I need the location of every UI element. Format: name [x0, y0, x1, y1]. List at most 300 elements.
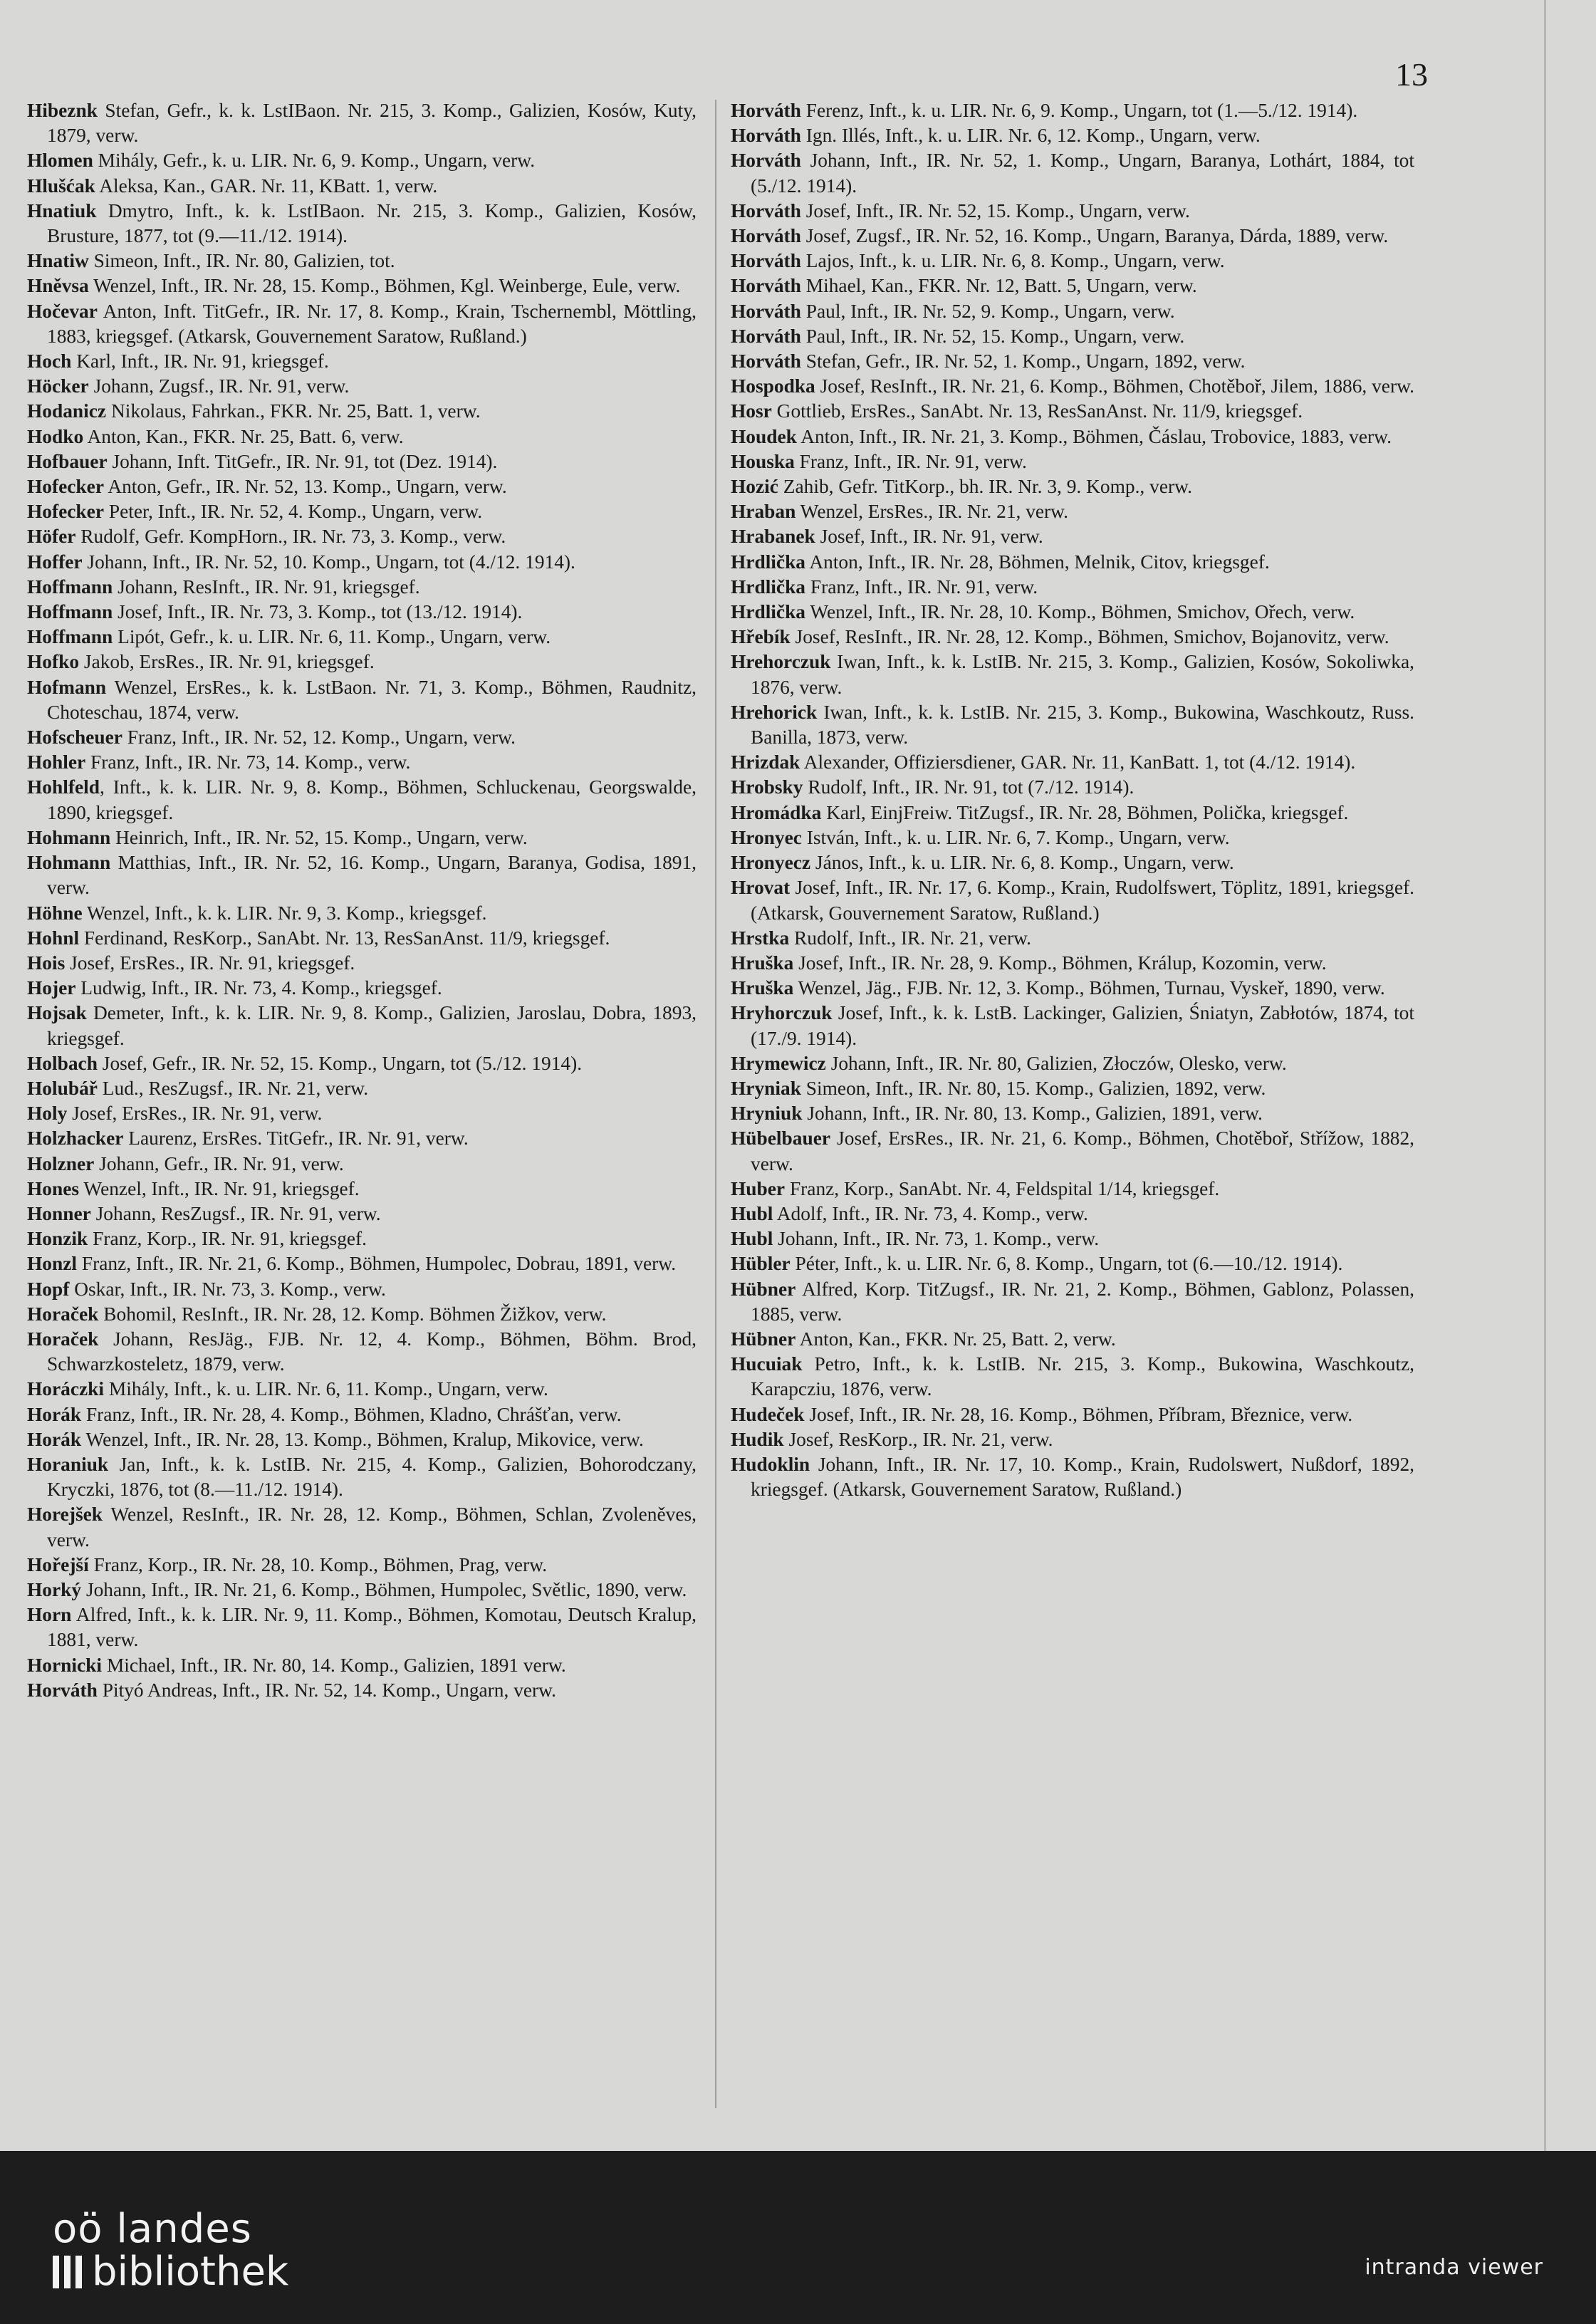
entry-details: István, Inft., k. u. LIR. Nr. 6, 7. Komp., Ungarn, verw. [801, 826, 1230, 848]
register-entry [731, 199, 1414, 224]
entry-details: Wenzel, Inft., IR. Nr. 28, 10. Komp., Böhmen, Smichov, Ořech, verw. [805, 601, 1355, 623]
entry-details: Josef, ErsRes., IR. Nr. 91, kriegsgef. [65, 952, 355, 974]
entry-details: Iwan, Inft., k. k. LstIB. Nr. 215, 3. Komp., Galizien, Kosów, Sokoliwka, 1876, verw. [751, 651, 1414, 698]
register-entry [27, 725, 697, 750]
logo-bars-icon [53, 2256, 82, 2288]
entry-surname: Houska [731, 450, 795, 472]
entry-details: Alexander, Offiziersdiener, GAR. Nr. 11, KanBatt. 1, tot (4./12. 1914). [800, 751, 1356, 773]
entry-surname: Horejšek [27, 1504, 103, 1526]
entry-surname: Hrdlička [731, 551, 806, 573]
entry-surname: Hopf [27, 1278, 70, 1300]
register-entry [27, 273, 697, 298]
entry-details: Johann, Zugsf., IR. Nr. 91, verw. [88, 375, 350, 397]
register-entry [27, 1302, 697, 1327]
entry-surname: Hrabanek [731, 526, 815, 548]
entry-surname: Hraban [731, 501, 796, 523]
entry-details: Anton, Kan., FKR. Nr. 25, Batt. 2, verw. [796, 1328, 1116, 1350]
entry-surname: Horváth [731, 275, 801, 297]
register-entry [27, 1126, 697, 1151]
entry-details: Franz, Inft., IR. Nr. 52, 12. Komp., Ungarn, verw. [122, 726, 516, 749]
entry-details: Lipót, Gefr., k. u. LIR. Nr. 6, 11. Komp., Ungarn, verw. [113, 626, 551, 648]
entry-surname: Horváth [731, 350, 801, 372]
entry-details: Josef, Inft., IR. Nr. 28, 9. Komp., Böhmen, Králup, Kozomin, verw. [793, 952, 1327, 974]
entry-surname: Hucuiak [731, 1353, 803, 1375]
entry-details: Mihály, Inft., k. u. LIR. Nr. 6, 11. Komp., Ungarn, verw. [104, 1378, 548, 1400]
entry-details: Johann, Inft., IR. Nr. 80, Galizien, Złoczów, Olesko, verw. [825, 1052, 1287, 1074]
entry-surname: Hoch [27, 350, 72, 372]
viewer-label: intranda viewer [1365, 2255, 1543, 2280]
register-entry [731, 801, 1414, 825]
register-entry [731, 374, 1414, 399]
register-entry [27, 1402, 697, 1427]
register-entry [27, 1251, 697, 1276]
page-edge-rule [1544, 0, 1546, 2151]
entry-surname: Hozić [731, 476, 778, 498]
entry-details: Ign. Illés, Inft., k. u. LIR. Nr. 6, 12. Komp., Ungarn, verw. [800, 125, 1261, 147]
entry-details: Peter, Inft., IR. Nr. 52, 4. Komp., Ungarn, verw. [103, 501, 483, 523]
entry-surname: Hofbauer [27, 450, 108, 472]
entry-details: Johann, Inft., IR. Nr. 52, 1. Komp., Ungarn, Baranya, Lothárt, 1884, tot (5./12. 1914). [751, 150, 1414, 197]
entry-surname: Hrdlička [731, 601, 806, 623]
entry-surname: Hořejší [27, 1553, 89, 1575]
entry-details: Josef, ResKorp., IR. Nr. 21, verw. [783, 1428, 1053, 1450]
entry-surname: Houdek [731, 425, 797, 447]
entry-surname: Hrymewicz [731, 1052, 826, 1074]
entry-surname: Hronyecz [731, 852, 811, 874]
entry-surname: Hryniak [731, 1077, 801, 1099]
register-entry [731, 650, 1414, 699]
register-entry [731, 499, 1414, 524]
register-entry [27, 850, 697, 900]
entry-surname: Hlušćak [27, 174, 95, 197]
register-entry [731, 1452, 1414, 1502]
entry-details: Demeter, Inft., k. k. LIR. Nr. 9, 8. Komp., Galizien, Jaroslau, Dobra, 1893, kriegsgef. [47, 1002, 697, 1049]
entry-surname: Höfer [27, 526, 76, 548]
entry-details: Anton, Gefr., IR. Nr. 52, 13. Komp., Ungarn, verw. [103, 476, 507, 498]
register-entry [731, 1251, 1414, 1276]
entry-surname: Hibeznk [27, 100, 98, 121]
entry-surname: Horváth [731, 250, 801, 272]
register-entry [27, 249, 697, 273]
entry-surname: Hromádka [731, 801, 822, 823]
register-entry [27, 148, 697, 173]
entry-surname: Horváth [731, 300, 801, 322]
register-entry [27, 1452, 697, 1502]
column-divider [715, 100, 716, 2108]
entry-surname: Hornicki [27, 1654, 103, 1676]
register-entry [731, 1352, 1414, 1402]
register-entry [27, 1001, 697, 1051]
entry-surname: Horváth [731, 225, 801, 247]
register-entry [731, 825, 1414, 850]
entry-details: Rudolf, Inft., IR. Nr. 21, verw. [789, 927, 1031, 949]
entry-details: Rudolf, Inft., IR. Nr. 91, tot (7./12. 1914). [803, 776, 1135, 798]
entry-surname: Holbach [27, 1052, 98, 1074]
entry-details: Wenzel, ResInft., IR. Nr. 28, 12. Komp., Böhmen, Schlan, Zvoleněves, verw. [47, 1504, 697, 1551]
register-entry [27, 1152, 697, 1177]
entry-details: Heinrich, Inft., IR. Nr. 52, 15. Komp., Ungarn, verw. [110, 826, 528, 848]
register-entry [731, 273, 1414, 298]
logo-text-line2: bibliothek [92, 2249, 289, 2295]
register-entry [27, 499, 697, 524]
entry-details: Karl, EinjFreiw. TitZugsf., IR. Nr. 28, Böhmen, Polička, kriegsgef. [821, 801, 1349, 823]
entry-surname: Hohler [27, 751, 86, 773]
register-entry [731, 750, 1414, 775]
register-entry [27, 1678, 697, 1703]
register-entry [731, 951, 1414, 976]
register-entry [731, 349, 1414, 374]
entry-surname: Hudoklin [731, 1453, 810, 1475]
entry-surname: Hubl [731, 1228, 773, 1250]
entry-details: Johann, Inft., IR. Nr. 21, 6. Komp., Böhmen, Humpolec, Světlic, 1890, verw. [81, 1578, 687, 1600]
entry-details: Laurenz, ErsRes. TitGefr., IR. Nr. 91, verw. [123, 1127, 469, 1150]
entry-surname: Hodanicz [27, 400, 107, 422]
register-entry [731, 625, 1414, 650]
entry-surname: Hrdlička [731, 575, 806, 598]
entry-details: Simeon, Inft., IR. Nr. 80, Galizien, tot. [88, 250, 395, 272]
entry-details: Franz, Inft., IR. Nr. 28, 4. Komp., Böhmen, Kladno, Chrášťan, verw. [81, 1403, 622, 1425]
entry-details: Johann, Inft., IR. Nr. 73, 1. Komp., verw. [773, 1228, 1100, 1250]
entry-surname: Hofmann [27, 676, 107, 698]
entry-surname: Hoffmann [27, 601, 113, 623]
entry-details: Franz, Inft., IR. Nr. 73, 14. Komp., verw. [85, 751, 411, 773]
entry-surname: Horáczki [27, 1378, 105, 1400]
entry-surname: Höcker [27, 375, 89, 397]
entry-surname: Horák [27, 1428, 82, 1450]
register-entry [731, 700, 1414, 750]
register-entry [731, 123, 1414, 148]
entry-details: Johann, Inft., IR. Nr. 17, 10. Komp., Krain, Rudolswert, Nußdorf, 1892, kriegsgef. (Atkarsk, Gouvernement Saratow, Rußland.) [751, 1453, 1414, 1501]
entry-details: Petro, Inft., k. k. LstIB. Nr. 215, 3. Komp., Bukowina, Waschkoutz, Karapcziu, 1876, verw. [751, 1353, 1414, 1400]
entry-details: Josef, Inft., k. k. LstB. Lackinger, Galizien, Śniatyn, Zabłotów, 1874, tot (17./9. 1914). [751, 1002, 1414, 1049]
register-entry [27, 1427, 697, 1452]
register-entry [731, 1202, 1414, 1226]
entry-details: Wenzel, Inft., IR. Nr. 91, kriegsgef. [79, 1177, 360, 1199]
entry-surname: Hojer [27, 977, 76, 999]
register-entry [27, 951, 697, 976]
register-entry [731, 875, 1414, 925]
entry-surname: Hoffer [27, 551, 83, 573]
entry-surname: Hosr [731, 400, 772, 422]
entry-surname: Horváth [731, 125, 801, 147]
register-entry [27, 98, 697, 148]
register-entry [27, 575, 697, 600]
right-column [731, 98, 1414, 1502]
entry-surname: Hofko [27, 651, 80, 673]
register-entry [731, 1177, 1414, 1202]
register-entry [731, 1101, 1414, 1126]
entry-details: Josef, ErsRes., IR. Nr. 91, verw. [67, 1103, 323, 1125]
entry-details: Karl, Inft., IR. Nr. 91, kriegsgef. [71, 350, 329, 372]
register-entry [27, 1277, 697, 1302]
entry-details: Wenzel, Inft., IR. Nr. 28, 13. Komp., Böhmen, Kralup, Mikovice, verw. [81, 1428, 644, 1450]
entry-surname: Hrstka [731, 927, 790, 949]
entry-details: Gottlieb, ErsRes., SanAbt. Nr. 13, ResSanAnst. Nr. 11/9, kriegsgef. [771, 400, 1303, 422]
entry-details: Paul, Inft., IR. Nr. 52, 9. Komp., Ungarn, verw. [800, 300, 1175, 322]
entry-details: Alfred, Korp. TitZugsf., IR. Nr. 21, 2. Komp., Böhmen, Gablonz, Polassen, 1885, verw. [751, 1278, 1414, 1325]
entry-surname: Hofecker [27, 476, 104, 498]
register-entry [27, 1202, 697, 1226]
entry-surname: Horváth [731, 100, 801, 121]
register-entry [27, 424, 697, 449]
register-entry [27, 1653, 697, 1678]
entry-details: Zahib, Gefr. TitKorp., bh. IR. Nr. 3, 9. Komp., verw. [778, 476, 1192, 498]
entry-details: Mihály, Gefr., k. u. LIR. Nr. 6, 9. Komp., Ungarn, verw. [93, 150, 536, 172]
entry-details: Franz, Korp., IR. Nr. 28, 10. Komp., Böhmen, Prag, verw. [88, 1553, 548, 1575]
register-entry [731, 1126, 1414, 1176]
entry-details: Josef, Inft., IR. Nr. 52, 15. Komp., Ungarn, verw. [800, 199, 1190, 222]
entry-details: Johann, Gefr., IR. Nr. 91, verw. [94, 1152, 344, 1174]
entry-details: Josef, ResInft., IR. Nr. 21, 6. Komp., Böhmen, Chotěboř, Jilem, 1886, verw. [815, 375, 1414, 397]
entry-details: János, Inft., k. u. LIR. Nr. 6, 8. Komp., Ungarn, verw. [810, 852, 1234, 874]
entry-details: Simeon, Inft., IR. Nr. 80, 15. Komp., Galizien, 1892, verw. [800, 1077, 1266, 1099]
register-entry [27, 976, 697, 1001]
register-entry [731, 474, 1414, 499]
entry-surname: Hospodka [731, 375, 815, 397]
register-entry [27, 750, 697, 775]
register-entry [27, 1377, 697, 1402]
entry-details: Anton, Inft., IR. Nr. 21, 3. Komp., Böhmen, Čáslau, Trobovice, 1883, verw. [796, 425, 1392, 447]
register-entry [731, 524, 1414, 549]
entry-surname: Hoffmann [27, 626, 113, 648]
register-entry [731, 1051, 1414, 1076]
entry-details: Josef, Inft., IR. Nr. 91, verw. [815, 526, 1043, 548]
entry-surname: Hübner [731, 1328, 796, 1350]
register-entry [27, 474, 697, 499]
entry-surname: Hryhorczuk [731, 1002, 833, 1024]
register-entry [27, 550, 697, 575]
entry-details: Johann, Inft., IR. Nr. 80, 13. Komp., Galizien, 1891, verw. [802, 1103, 1263, 1125]
entry-details: Josef, Inft., IR. Nr. 73, 3. Komp., tot (13./12. 1914). [113, 601, 523, 623]
page-number: 13 [1395, 56, 1428, 93]
library-logo [53, 2208, 288, 2293]
entry-surname: Hones [27, 1177, 80, 1199]
entry-details: Anton, Kan., FKR. Nr. 25, Batt. 6, verw. [83, 425, 404, 447]
entry-details: Anton, Inft. TitGefr., IR. Nr. 17, 8. Komp., Krain, Tschernembl, Möttling, 1883, kriegsgef. (Atkarsk, Gouvernement Saratow, Rußland.) [47, 300, 697, 347]
entry-surname: Honzik [27, 1228, 88, 1250]
entry-details: Josef, Inft., IR. Nr. 17, 6. Komp., Krain, Rudolfswert, Töplitz, 1891, kriegsgef. (Atkarsk, Gouvernement Saratow, Rußland.) [751, 877, 1414, 924]
entry-surname: Holzhacker [27, 1127, 124, 1150]
register-entry [731, 399, 1414, 424]
register-entry [731, 1226, 1414, 1251]
register-entry [27, 675, 697, 725]
entry-surname: Hodko [27, 425, 84, 447]
entry-surname: Hněvsa [27, 275, 89, 297]
register-entry [731, 449, 1414, 474]
entry-details: Franz, Inft., IR. Nr. 91, verw. [805, 575, 1038, 598]
entry-details: Ludwig, Inft., IR. Nr. 73, 4. Komp., kriegsgef. [75, 977, 442, 999]
entry-surname: Hojsak [27, 1002, 87, 1024]
entry-details: Franz, Inft., IR. Nr. 91, verw. [794, 450, 1027, 472]
entry-surname: Horký [27, 1578, 82, 1600]
register-entry [731, 249, 1414, 273]
entry-surname: Horn [27, 1604, 72, 1626]
entry-surname: Hohmann [27, 826, 111, 848]
entry-details: Dmytro, Inft., k. k. LstIBaon. Nr. 215, 3. Komp., Galizien, Kosów, Brusture, 1877, tot (9.—11./12. 1914). [47, 199, 697, 247]
entry-surname: Horaček [27, 1328, 99, 1350]
entry-surname: Hubl [731, 1202, 773, 1224]
entry-surname: Hřebík [731, 626, 791, 648]
register-entry [27, 524, 697, 549]
register-entry [27, 174, 697, 199]
register-entry [27, 825, 697, 850]
register-entry [27, 349, 697, 374]
register-entry [731, 1327, 1414, 1352]
entry-surname: Hruška [731, 977, 794, 999]
entry-details: Lud., ResZugsf., IR. Nr. 21, verw. [97, 1077, 369, 1099]
entry-surname: Hübner [731, 1278, 796, 1300]
entry-surname: Hois [27, 952, 66, 974]
register-entry [27, 1502, 697, 1552]
entry-surname: Hryniuk [731, 1103, 803, 1125]
entry-surname: Hrizdak [731, 751, 800, 773]
entry-details: Anton, Inft., IR. Nr. 28, Böhmen, Melnik, Citov, kriegsgef. [805, 551, 1270, 573]
entry-details: Franz, Inft., IR. Nr. 21, 6. Komp., Böhmen, Humpolec, Dobrau, 1891, verw. [77, 1253, 677, 1275]
register-entry [27, 650, 697, 674]
entry-details: Wenzel, ErsRes., IR. Nr. 21, verw. [796, 501, 1069, 523]
entry-surname: Horváth [731, 199, 801, 222]
entry-details: Ferdinand, ResKorp., SanAbt. Nr. 13, ResSanAnst. 11/9, kriegsgef. [79, 927, 610, 949]
entry-details: Franz, Korp., SanAbt. Nr. 4, Feldspital 1/14, kriegsgef. [785, 1177, 1220, 1199]
register-entry [27, 1076, 697, 1101]
register-entry [731, 324, 1414, 349]
entry-surname: Hudik [731, 1428, 784, 1450]
entry-details: Mihael, Kan., FKR. Nr. 12, Batt. 5, Ungarn, verw. [800, 275, 1197, 297]
entry-details: , Inft., k. k. LIR. Nr. 9, 8. Komp., Böhmen, Schluckenau, Georgswalde, 1890, kriegsgef. [47, 776, 697, 823]
entry-surname: Hudeček [731, 1403, 805, 1425]
entry-details: Josef, Gefr., IR. Nr. 52, 15. Komp., Ungarn, tot (5./12. 1914). [97, 1052, 583, 1074]
entry-surname: Honner [27, 1202, 91, 1224]
entry-surname: Holy [27, 1103, 68, 1125]
entry-surname: Höhne [27, 902, 83, 924]
entry-surname: Hočevar [27, 300, 98, 322]
register-entry [27, 1578, 697, 1603]
register-entry [27, 901, 697, 926]
entry-surname: Huber [731, 1177, 786, 1199]
entry-details: Aleksa, Kan., GAR. Nr. 11, KBatt. 1, verw. [95, 174, 438, 197]
register-entry [27, 449, 697, 474]
entry-details: Wenzel, Inft., k. k. LIR. Nr. 9, 3. Komp., kriegsgef. [82, 902, 487, 924]
entry-details: Johann, Inft., IR. Nr. 52, 10. Komp., Ungarn, tot (4./12. 1914). [82, 551, 575, 573]
register-entry [731, 224, 1414, 249]
entry-details: Rudolf, Gefr. KompHorn., IR. Nr. 73, 3. Komp., verw. [75, 526, 506, 548]
register-entry [731, 775, 1414, 800]
entry-details: Johann, ResZugsf., IR. Nr. 91, verw. [90, 1202, 381, 1224]
entry-surname: Hronyec [731, 826, 802, 848]
entry-details: Wenzel, Inft., IR. Nr. 28, 15. Komp., Böhmen, Kgl. Weinberge, Eule, verw. [88, 275, 681, 297]
entry-details: Péter, Inft., k. u. LIR. Nr. 6, 8. Komp., Ungarn, tot (6.—10./12. 1914). [790, 1253, 1343, 1275]
register-entry [731, 600, 1414, 625]
entry-details: Oskar, Inft., IR. Nr. 73, 3. Komp., verw. [69, 1278, 386, 1300]
entry-surname: Hofscheuer [27, 726, 122, 749]
entry-surname: Hübler [731, 1253, 791, 1275]
entry-surname: Hnatiw [27, 250, 89, 272]
entry-details: Iwan, Inft., k. k. LstIB. Nr. 215, 3. Komp., Bukowina, Waschkoutz, Russ. Banilla, 1873, verw. [751, 701, 1414, 749]
entry-details: Wenzel, Jäg., FJB. Nr. 12, 3. Komp., Böhmen, Turnau, Vyskeř, 1890, verw. [793, 977, 1385, 999]
register-entry [27, 1327, 697, 1377]
entry-details: Michael, Inft., IR. Nr. 80, 14. Komp., Galizien, 1891 verw. [102, 1654, 566, 1676]
entry-surname: Horváth [27, 1679, 98, 1701]
entry-surname: Hofecker [27, 501, 104, 523]
register-entry [27, 926, 697, 951]
register-entry [731, 1001, 1414, 1051]
entry-details: Jan, Inft., k. k. LstIB. Nr. 215, 4. Komp., Galizien, Bohorodczany, Kryczki, 1876, tot (8.—11./12. 1914). [47, 1453, 697, 1501]
register-entry [27, 1226, 697, 1251]
register-entry [731, 424, 1414, 449]
entry-surname: Hrobsky [731, 776, 803, 798]
register-entry [731, 850, 1414, 875]
register-entry [731, 98, 1414, 123]
register-entry [731, 926, 1414, 951]
entry-surname: Hruška [731, 952, 794, 974]
register-entry [731, 148, 1414, 198]
register-entry [27, 1603, 697, 1652]
entry-details: Ferenz, Inft., k. u. LIR. Nr. 6, 9. Komp., Ungarn, tot (1.—5./12. 1914). [800, 100, 1358, 121]
register-entry [731, 1076, 1414, 1101]
entry-surname: Hohmann [27, 852, 111, 874]
entry-surname: Hnatiuk [27, 199, 97, 222]
entry-details: Pityó Andreas, Inft., IR. Nr. 52, 14. Komp., Ungarn, verw. [97, 1679, 557, 1701]
entry-details: Josef, Zugsf., IR. Nr. 52, 16. Komp., Ungarn, Baranya, Dárda, 1889, verw. [800, 225, 1389, 247]
entry-details: Adolf, Inft., IR. Nr. 73, 4. Komp., verw. [773, 1202, 1088, 1224]
register-entry [27, 374, 697, 399]
entry-details: Jakob, ErsRes., IR. Nr. 91, kriegsgef. [79, 651, 375, 673]
register-entry [27, 399, 697, 424]
left-column [27, 98, 697, 1703]
register-entry [27, 1051, 697, 1076]
entry-details: Stefan, Gefr., k. k. LstIBaon. Nr. 215, 3. Komp., Galizien, Kosów, Kuty, 1879, verw. [47, 100, 697, 147]
entry-surname: Hohlfeld [27, 776, 100, 798]
entry-surname: Hlomen [27, 150, 93, 172]
register-entry [27, 1553, 697, 1578]
entry-details: Johann, Inft. TitGefr., IR. Nr. 91, tot (Dez. 1914). [107, 450, 498, 472]
entry-details: Bohomil, ResInft., IR. Nr. 28, 12. Komp. Böhmen Žižkov, verw. [98, 1303, 607, 1325]
logo-line2-row [53, 2251, 288, 2293]
entry-details: Johann, ResInft., IR. Nr. 91, kriegsgef. [113, 575, 420, 598]
entry-details: Josef, ResInft., IR. Nr. 28, 12. Komp., Böhmen, Smichov, Bojanovitz, verw. [790, 626, 1389, 648]
entry-details: Lajos, Inft., k. u. LIR. Nr. 6, 8. Komp., Ungarn, verw. [800, 250, 1225, 272]
entry-surname: Honzl [27, 1253, 78, 1275]
entry-details: Paul, Inft., IR. Nr. 52, 15. Komp., Ungarn, verw. [800, 325, 1185, 347]
register-entry [27, 1101, 697, 1126]
entry-details: Nikolaus, Fahrkan., FKR. Nr. 25, Batt. 1, verw. [106, 400, 481, 422]
entry-details: Matthias, Inft., IR. Nr. 52, 16. Komp., Ungarn, Baranya, Godisa, 1891, verw. [47, 852, 697, 899]
entry-surname: Hohnl [27, 927, 80, 949]
register-entry [27, 299, 697, 349]
entry-surname: Holzner [27, 1152, 95, 1174]
entry-surname: Hrehorick [731, 701, 818, 723]
register-entry [731, 976, 1414, 1001]
entry-details: Johann, ResJäg., FJB. Nr. 12, 4. Komp., Böhmen, Böhm. Brod, Schwarzkosteletz, 1879, verw. [47, 1328, 697, 1375]
entry-details: Josef, ErsRes., IR. Nr. 21, 6. Komp., Böhmen, Chotěboř, Střížow, 1882, verw. [751, 1127, 1414, 1174]
register-entry [731, 1427, 1414, 1452]
entry-surname: Horaniuk [27, 1453, 109, 1475]
entry-details: Stefan, Gefr., IR. Nr. 52, 1. Komp., Ungarn, 1892, verw. [800, 350, 1246, 372]
entry-details: Wenzel, ErsRes., k. k. LstBaon. Nr. 71, 3. Komp., Böhmen, Raudnitz, Choteschau, 1874, verw. [47, 676, 697, 723]
entry-surname: Holubář [27, 1077, 98, 1099]
logo-text-line1: oö landes [53, 2206, 252, 2252]
register-entry [731, 575, 1414, 600]
register-entry [27, 775, 697, 825]
entry-surname: Hrovat [731, 877, 791, 899]
entry-surname: Horaček [27, 1303, 99, 1325]
register-entry [731, 299, 1414, 324]
entry-surname: Hoffmann [27, 575, 113, 598]
entry-details: Franz, Korp., IR. Nr. 91, kriegsgef. [88, 1228, 367, 1250]
register-entry [27, 1177, 697, 1202]
register-entry [731, 550, 1414, 575]
entry-surname: Horák [27, 1403, 82, 1425]
